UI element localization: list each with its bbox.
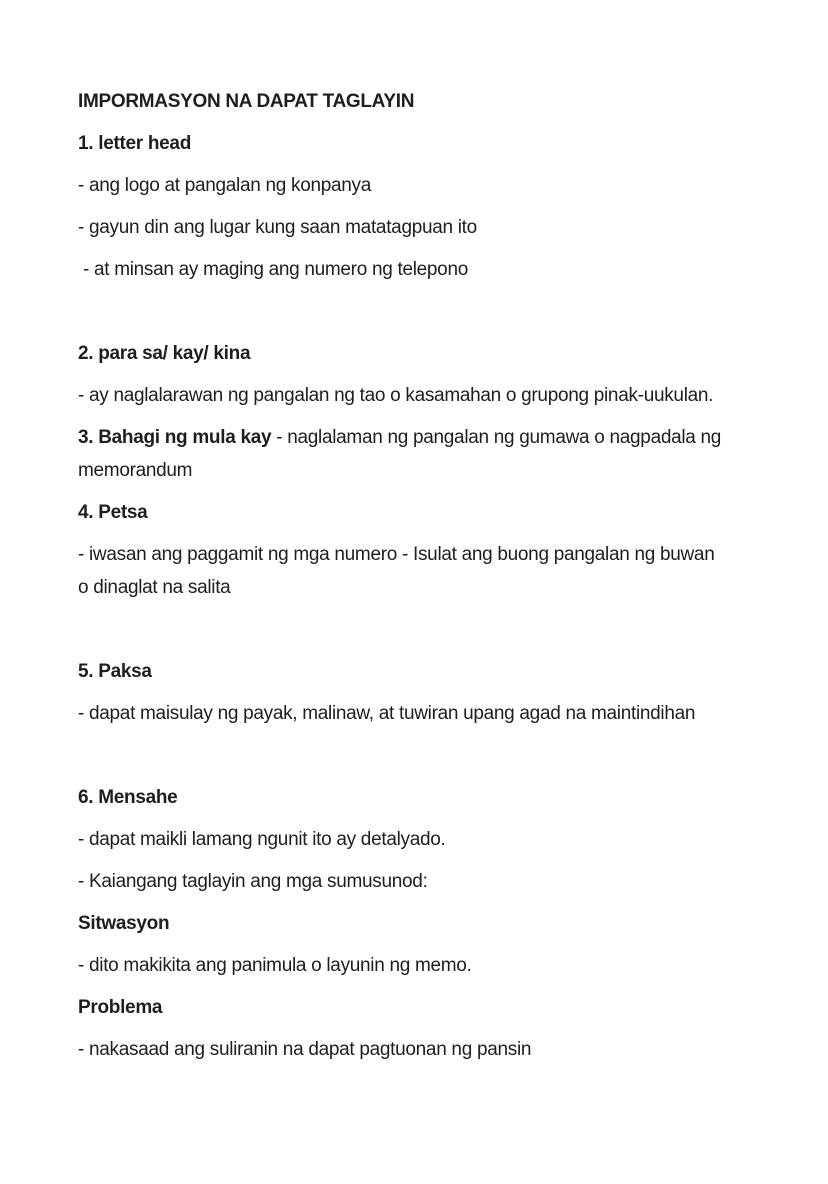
- document-title-block: [78, 85, 778, 118]
- paragraph-iwasan-numero: - iwasan ang paggamit ng mga numero - Isulat ang buong pangalan ng buwan o dinaglat na salita: [78, 544, 715, 598]
- bahagi-description: - naglalaman ng pangalan ng gumawa o nagpadala ng: [271, 427, 722, 448]
- bullet-nakasaad-suliranin: - nakasaad ang suliranin na dapat pagtuonan ng pansin: [78, 1039, 532, 1060]
- document-title: IMPORMASYON NA DAPAT TAGLAYIN: [78, 91, 415, 112]
- bullet-logo-pangalan: - ang logo at pangalan ng konpanya: [78, 175, 371, 196]
- bahagi-description-line2: memorandum: [78, 460, 193, 481]
- bullet-lugar: - gayun din ang lugar kung saan matatagpuan ito: [78, 217, 477, 238]
- section-gap: [78, 295, 778, 337]
- bullet-kaiangang-taglayin: - Kaiangang taglayin ang mga sumusunod:: [78, 871, 428, 892]
- bullet-maisulay: - dapat maisulay ng payak, malinaw, at tuwiran upang agad na maintindihan: [78, 703, 696, 724]
- bullet-numero-telepono: - at minsan ay maging ang numero ng telepono: [78, 259, 468, 280]
- heading-paksa: 5. Paksa: [78, 661, 152, 682]
- heading-letter-head: 1. letter head: [78, 133, 192, 154]
- heading-sitwasyon: Sitwasyon: [78, 913, 170, 934]
- heading-petsa: 4. Petsa: [78, 502, 148, 523]
- bullet-naglalarawan: - ay naglalarawan ng pangalan ng tao o kasamahan o grupong pinak-uukulan.: [78, 385, 714, 406]
- section-gap: [78, 613, 778, 655]
- heading-problema: Problema: [78, 997, 163, 1018]
- bullet-dito-makikita: - dito makikita ang panimula o layunin ng memo.: [78, 955, 472, 976]
- section-gap: [78, 739, 778, 781]
- heading-para-sa-kay-kina: 2. para sa/ kay/ kina: [78, 343, 251, 364]
- heading-bahagi-inline: 3. Bahagi ng mula kay: [78, 427, 272, 448]
- paragraph-bahagi-ng-mula-kay: [78, 421, 778, 487]
- heading-mensahe: 6. Mensahe: [78, 787, 178, 808]
- bullet-maikli-detalyado: - dapat maikli lamang ngunit ito ay detalyado.: [78, 829, 446, 850]
